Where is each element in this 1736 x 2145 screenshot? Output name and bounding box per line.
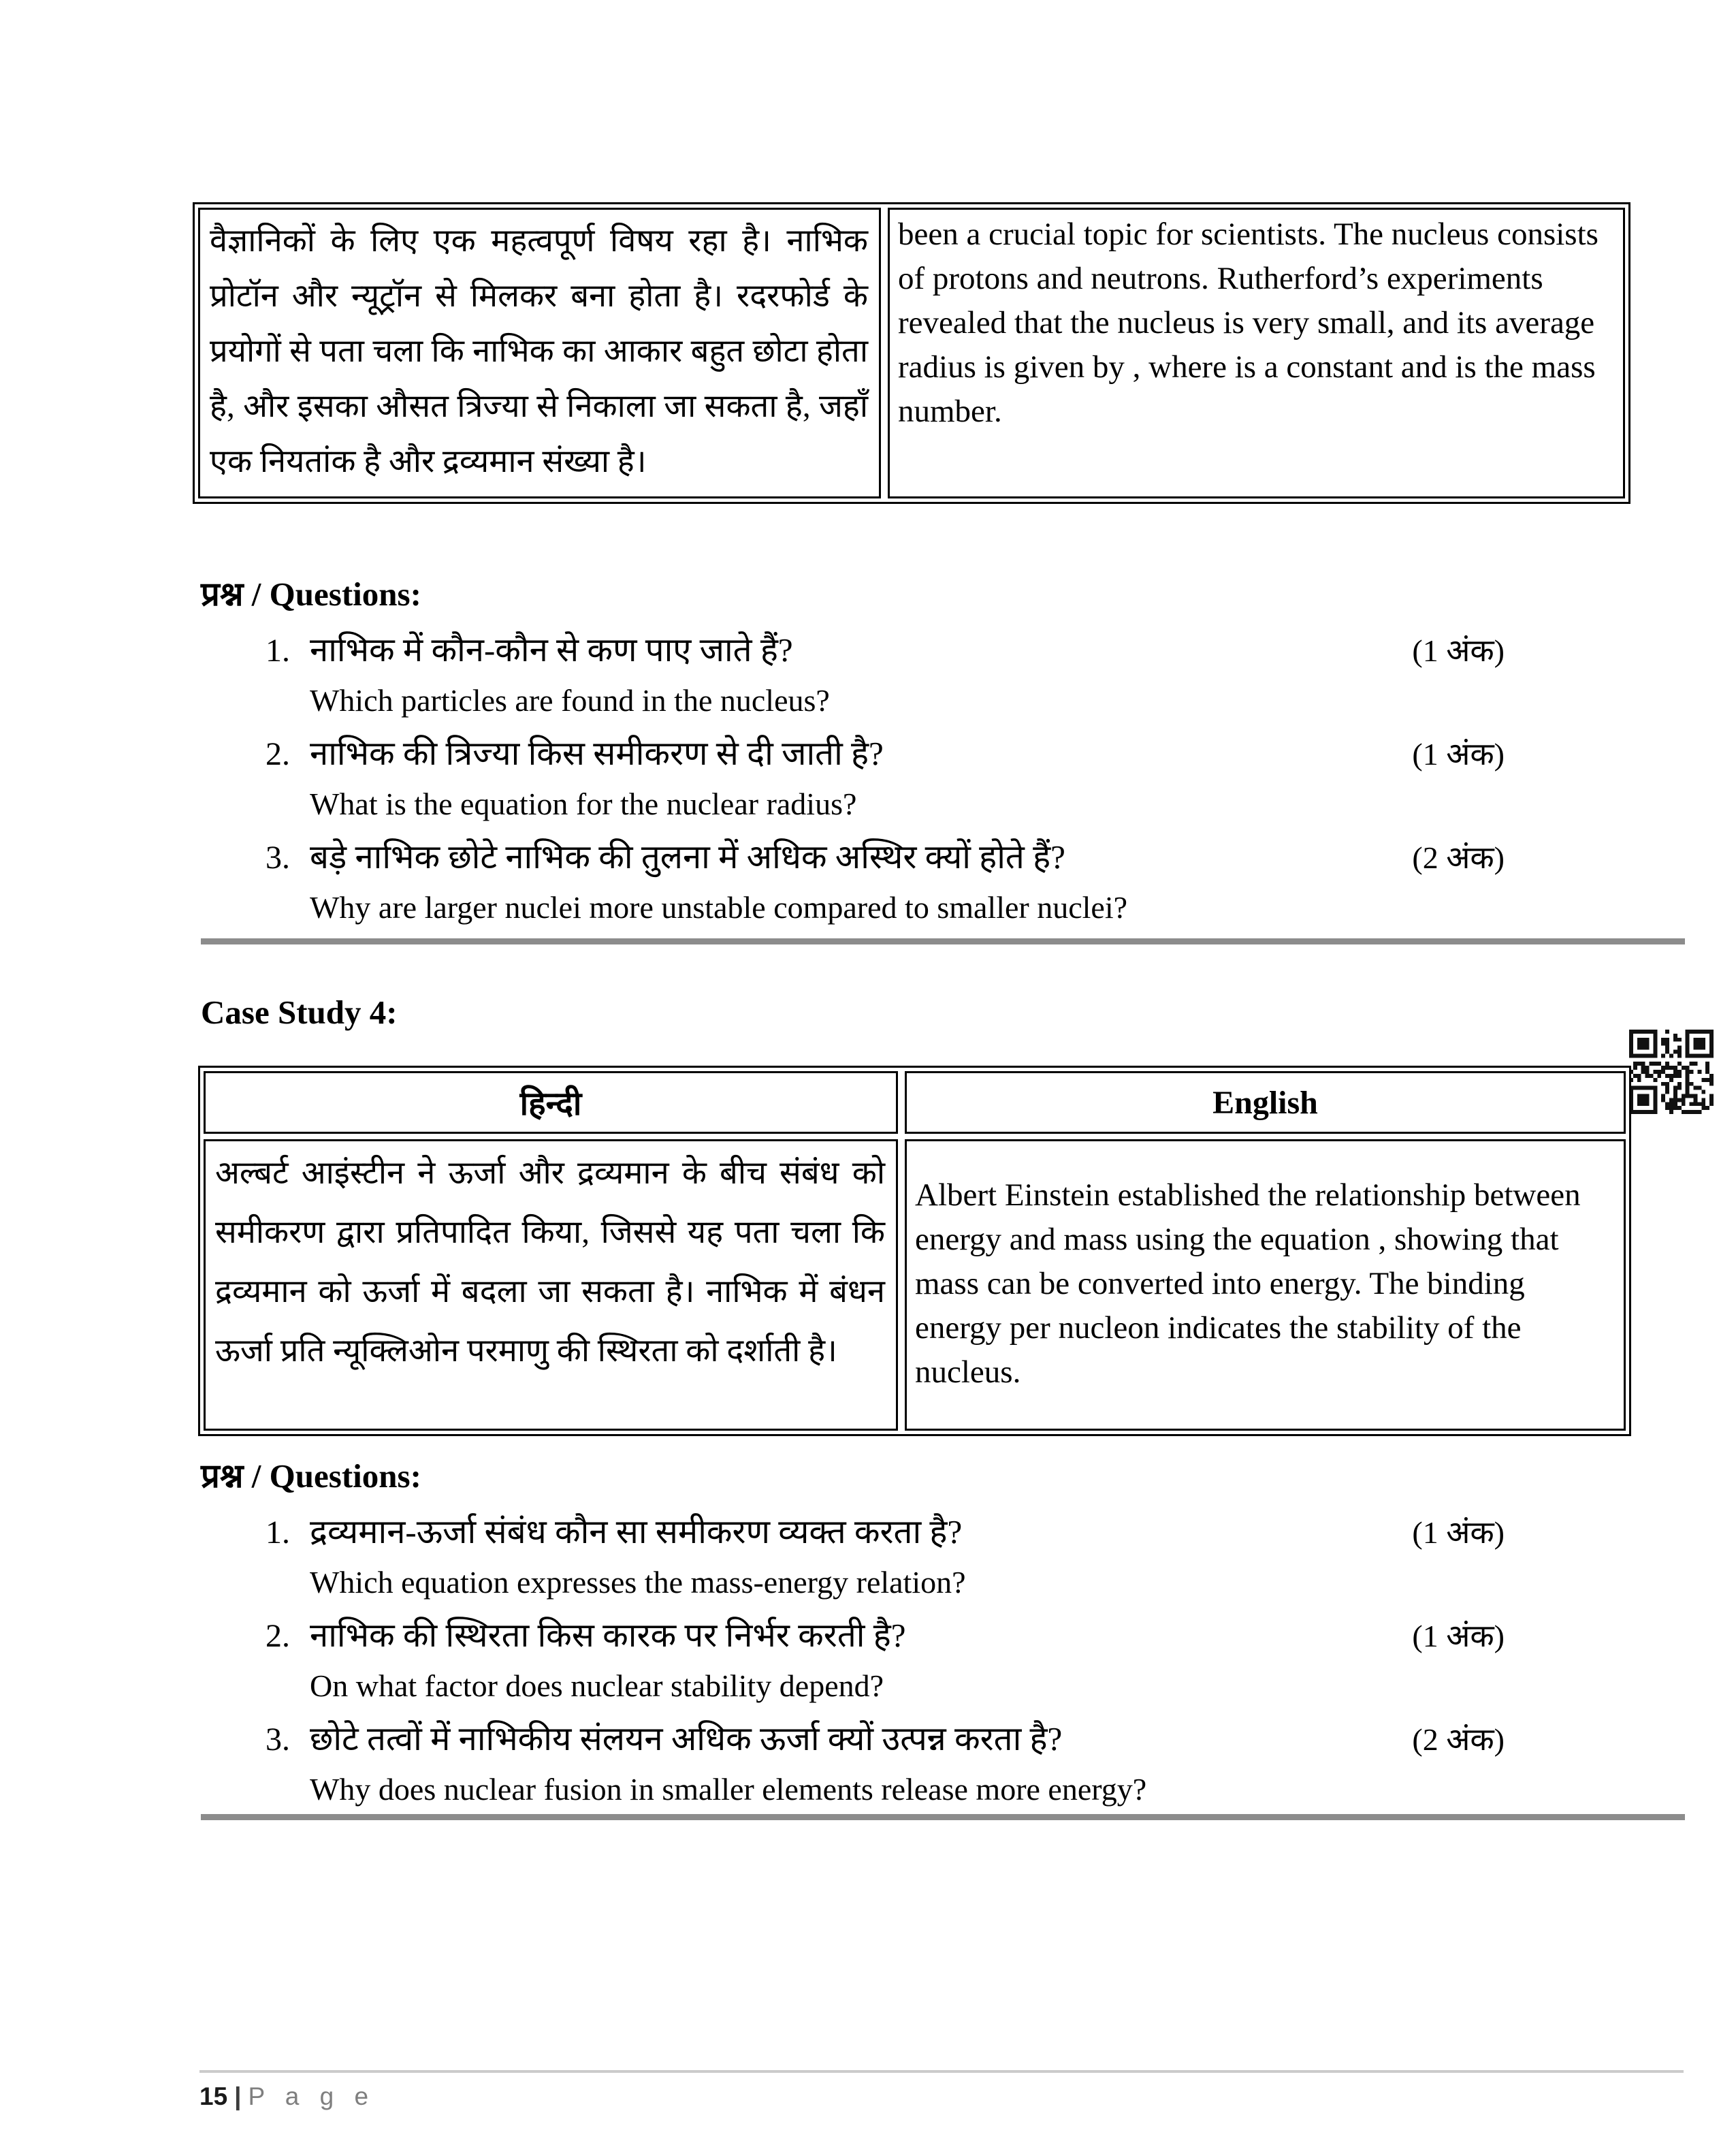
- questions-heading-separator: /: [251, 575, 270, 613]
- hindi-column-header: हिन्दी: [204, 1071, 898, 1134]
- question-row: [201, 836, 1505, 879]
- hindi-text-cell: अल्बर्ट आइंस्टीन ने ऊर्जा और द्रव्यमान के बीच संबंध को समीकरण द्वारा प्रतिपादित किया, जिससे यह पता चला कि द्रव्यमान को ऊर्जा में बदला जा सकता है। नाभिक में बंधन ऊर्जा प्रति न्यूक्लिओन परमाणु की स्थिरता को दर्शाती है।: [204, 1139, 898, 1431]
- questions-section-case-study-4: [201, 1456, 1505, 1821]
- questions-heading-hindi: प्रश्न: [201, 1457, 244, 1495]
- english-text: Albert Einstein established the relationship between energy and mass using the equation , showing that mass can be converted into energy. The binding energy per nucleon indicates the stability of the nucleus.: [915, 1177, 1581, 1390]
- bilingual-table-einstein: [198, 1066, 1631, 1436]
- question-english: Which equation expresses the mass-energy relation?: [310, 1565, 966, 1600]
- page-footer: [199, 2082, 375, 2111]
- question-number: 3.: [266, 1721, 290, 1758]
- question-hindi: नाभिक की त्रिज्या किस समीकरण से दी जाती है?: [310, 735, 884, 772]
- question-marks: (1 अंक): [1412, 737, 1505, 772]
- question-english: Why are larger nuclei more unstable compared to smaller nuclei?: [310, 890, 1128, 925]
- question-marks: (1 अंक): [1412, 633, 1505, 668]
- english-text-cell: [905, 1139, 1626, 1431]
- question-english: Why does nuclear fusion in smaller elements release more energy?: [310, 1772, 1147, 1807]
- question-hindi: द्रव्यमान-ऊर्जा संबंध कौन सा समीकरण व्यक्त करता है?: [310, 1513, 963, 1551]
- question-number: 2.: [266, 1618, 290, 1654]
- question-number: 2.: [266, 736, 290, 772]
- table-header-row: [204, 1071, 1626, 1134]
- question-row: [201, 1510, 1505, 1554]
- question-marks: (1 अंक): [1412, 1515, 1505, 1550]
- hindi-text-cell: वैज्ञानिकों के लिए एक महत्वपूर्ण विषय रहा है। नाभिक प्रोटॉन और न्यूट्रॉन से मिलकर बना होता है। रदरफोर्ड के प्रयोगों से पता चला कि नाभिक का आकार बहुत छोटा होता है, और इसका औसत त्रिज्या से निकाला जा सकता है, जहाँ एक नियतांक है और द्रव्यमान संख्या है।: [198, 208, 881, 498]
- page-number: 15: [199, 2082, 228, 2110]
- question-hindi: बड़े नाभिक छोटे नाभिक की तुलना में अधिक अस्थिर क्यों होते हैं?: [310, 838, 1065, 876]
- question-marks: (2 अंक): [1412, 1722, 1505, 1757]
- questions-section-nucleus: [201, 574, 1505, 939]
- questions-heading: [201, 1456, 1505, 1497]
- question-row: [201, 1614, 1505, 1657]
- question-number: 1.: [266, 1514, 290, 1551]
- english-text-cell: been a crucial topic for scientists. The nucleus consists of protons and neutrons. Rutherford’s experiments revealed that the nucleus is very small, and its average radius is given by , where is a constant and is the mass number.: [888, 208, 1625, 498]
- questions-heading-separator: /: [251, 1457, 270, 1495]
- question-english: Which particles are found in the nucleus?: [310, 683, 830, 718]
- questions-heading-english: Questions:: [269, 575, 421, 613]
- english-column-header: English: [905, 1071, 1626, 1134]
- qr-code: [1629, 1030, 1714, 1114]
- question-english: What is the equation for the nuclear radius?: [310, 786, 857, 821]
- question-marks: (2 अंक): [1412, 840, 1505, 875]
- question-hindi: नाभिक में कौन-कौन से कण पाए जाते हैं?: [310, 631, 793, 669]
- section-divider: [201, 938, 1685, 944]
- question-row: [201, 1717, 1505, 1761]
- questions-heading-hindi: प्रश्न: [201, 575, 244, 613]
- questions-heading: [201, 574, 1505, 615]
- footer-separator: |: [234, 2082, 242, 2110]
- footer-divider-line: [199, 2070, 1684, 2073]
- questions-heading-english: Questions:: [269, 1457, 421, 1495]
- row-gap: [204, 1134, 1626, 1139]
- question-number: 3.: [266, 840, 290, 876]
- question-row: [201, 629, 1505, 672]
- question-english: On what factor does nuclear stability depend?: [310, 1668, 884, 1703]
- question-hindi: नाभिक की स्थिरता किस कारक पर निर्भर करती है?: [310, 1617, 906, 1654]
- question-hindi: छोटे तत्वों में नाभिकीय संलयन अधिक ऊर्जा क्यों उत्पन्न करता है?: [310, 1720, 1063, 1758]
- table-row: [198, 208, 1625, 498]
- case-study-heading: Case Study 4:: [201, 994, 398, 1031]
- question-number: 1.: [266, 633, 290, 669]
- table-body-row: [204, 1139, 1626, 1431]
- page-label: P a g e: [248, 2082, 376, 2110]
- bilingual-table-nucleus: [193, 202, 1630, 504]
- section-divider: [201, 1814, 1685, 1820]
- question-row: [201, 732, 1505, 776]
- question-marks: (1 अंक): [1412, 1619, 1505, 1653]
